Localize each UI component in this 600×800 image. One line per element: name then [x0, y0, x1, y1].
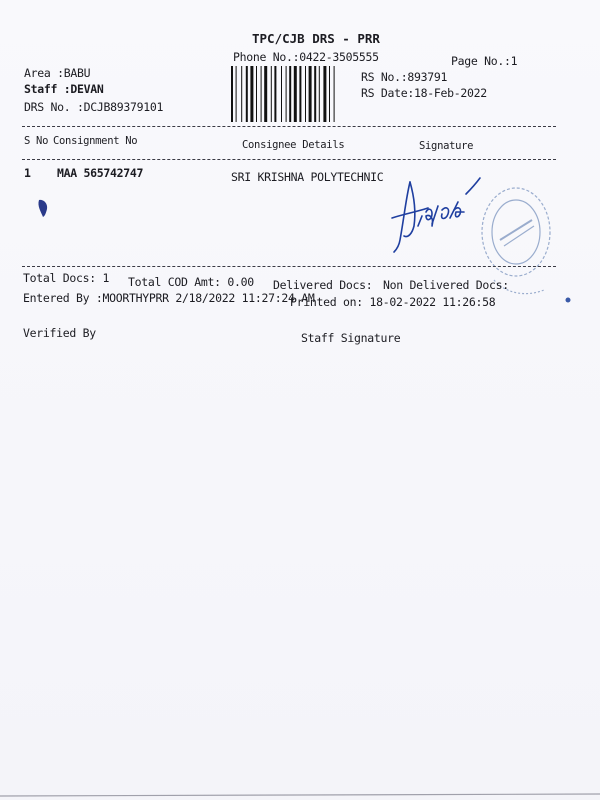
barcode-bar: [281, 66, 282, 122]
divider-summary: [22, 266, 556, 267]
delivered-docs: Delivered Docs:: [273, 278, 373, 292]
non-delivered-docs: Non Delivered Docs:: [383, 278, 509, 292]
barcode-bar: [241, 66, 242, 122]
total-docs: Total Docs: 1: [23, 271, 110, 285]
divider-top: [22, 126, 556, 127]
rs-date: RS Date:18-Feb-2022: [361, 86, 487, 100]
barcode-bar: [323, 66, 326, 122]
handwritten-signature: [388, 168, 488, 254]
barcode-bar: [274, 66, 276, 122]
header-signature: Signature: [419, 140, 474, 152]
page-edge: [0, 790, 600, 800]
barcode-bar: [329, 66, 330, 122]
barcode-bar: [271, 66, 272, 122]
barcode-bar: [294, 66, 297, 122]
area-field: Area :BABU: [24, 66, 91, 80]
barcode-icon: [231, 66, 355, 122]
barcode-bar: [319, 66, 320, 122]
barcode-bar: [314, 66, 316, 122]
row-consignment-no: MAA 565742747: [57, 166, 144, 180]
barcode-bar: [286, 66, 287, 122]
barcode-bar: [305, 66, 306, 122]
staff-field: Staff :DEVAN: [24, 82, 104, 96]
drs-number: DRS No. :DCJB89379101: [24, 100, 164, 114]
ink-speck: [564, 296, 572, 304]
barcode-bar: [264, 66, 267, 122]
barcode-bar: [246, 66, 248, 122]
header-sno: S No: [24, 135, 49, 147]
divider-header: [22, 159, 556, 160]
barcode-bar: [250, 66, 253, 122]
sheet-title: TPC/CJB DRS - PRR: [252, 31, 380, 46]
header-consignment: Consignment No: [53, 135, 138, 147]
entered-by: Entered By :MOORTHYPRR 2/18/2022 11:27:24 AM: [23, 291, 315, 305]
ink-blot: [36, 198, 50, 218]
barcode-bar: [299, 66, 301, 122]
barcode-bar: [289, 66, 291, 122]
rs-number: RS No.:893791: [361, 70, 448, 84]
barcode-bar: [236, 66, 237, 122]
barcode-bar: [309, 66, 312, 122]
printed-on: Printed on: 18-02-2022 11:26:58: [290, 295, 496, 309]
row-sno: 1: [24, 166, 31, 180]
page-number: Page No.:1: [451, 54, 518, 68]
row-consignee: SRI KRISHNA POLYTECHNIC: [231, 170, 384, 184]
phone-number: Phone No.:0422-3505555: [233, 50, 379, 64]
barcode-bar: [231, 66, 233, 122]
total-cod-amount: Total COD Amt: 0.00: [128, 275, 254, 289]
barcode-bar: [334, 66, 335, 122]
barcode-bar: [256, 66, 257, 122]
header-consignee: Consignee Details: [242, 139, 345, 151]
barcode-bar: [261, 66, 262, 122]
verified-by: Verified By: [23, 326, 96, 340]
staff-signature: Staff Signature: [301, 331, 401, 345]
